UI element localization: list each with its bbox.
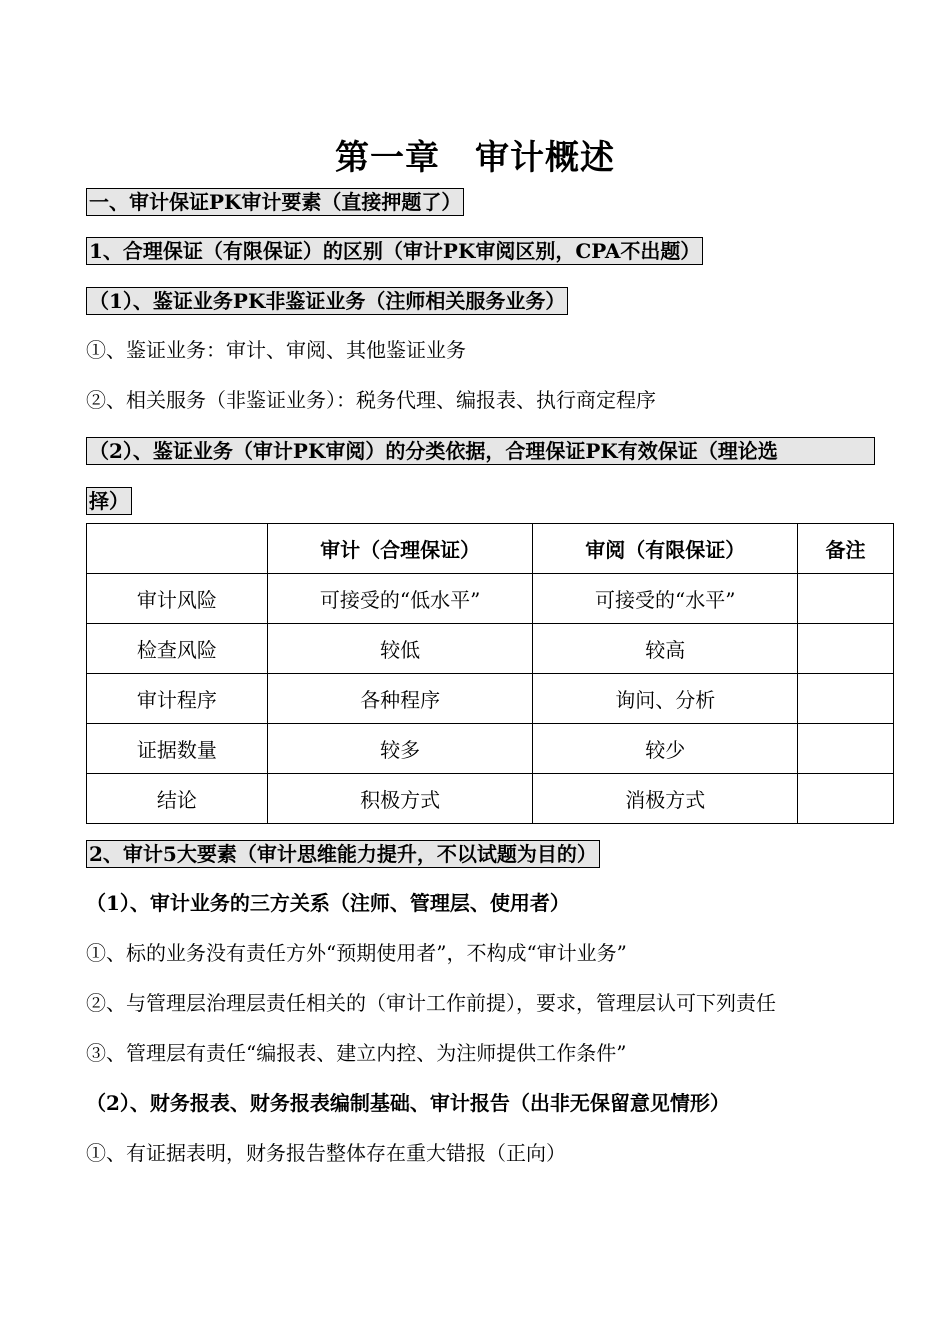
section-heading: 一、审计保证PK审计要素（直接押题了） [86, 188, 464, 216]
paragraph: ①、鉴证业务：审计、审阅、其他鉴证业务 [86, 338, 466, 362]
table-cell: 可接受的“水平” [533, 574, 798, 624]
table-row [87, 624, 894, 674]
table-row [87, 574, 894, 624]
table-cell [798, 724, 894, 774]
subsection-heading: （2）、财务报表、财务报表编制基础、审计报告（出非无保留意见情形） [86, 1091, 730, 1115]
table-cell [798, 674, 894, 724]
table-row [87, 774, 894, 824]
table-header-cell [87, 524, 268, 574]
table-cell [798, 624, 894, 674]
table-cell: 较少 [533, 724, 798, 774]
table-cell: 较低 [267, 624, 533, 674]
table-header-cell: 审计（合理保证） [267, 524, 533, 574]
table-cell: 较高 [533, 624, 798, 674]
subsection-heading: 1、合理保证（有限保证）的区别（审计PK审阅区别，CPA不出题） [86, 237, 703, 265]
table-row [87, 724, 894, 774]
table-cell: 询问、分析 [533, 674, 798, 724]
table-row [87, 674, 894, 724]
subsection-heading: （1）、审计业务的三方关系（注师、管理层、使用者） [86, 891, 570, 915]
table-cell: 证据数量 [87, 724, 268, 774]
table-cell: 各种程序 [267, 674, 533, 724]
chapter-title: 第一章 审计概述 [335, 138, 615, 178]
paragraph: ②、相关服务（非鉴证业务）：税务代理、编报表、执行商定程序 [86, 388, 656, 412]
table-cell [798, 774, 894, 824]
table-cell: 较多 [267, 724, 533, 774]
paragraph: ③、管理层有责任“编报表、建立内控、为注师提供工作条件” [86, 1041, 627, 1065]
table-cell: 结论 [87, 774, 268, 824]
table-cell: 审计程序 [87, 674, 268, 724]
subsection-heading: 2、审计5大要素（审计思维能力提升，不以试题为目的） [86, 840, 600, 868]
paragraph: ①、标的业务没有责任方外“预期使用者”，不构成“审计业务” [86, 941, 627, 965]
table-header-row [87, 524, 894, 574]
subsection-heading-continued: 择） [86, 487, 132, 515]
paragraph: ①、有证据表明，财务报告整体存在重大错报（正向） [86, 1141, 566, 1165]
table-header-cell: 备注 [798, 524, 894, 574]
comparison-table [86, 523, 894, 824]
table-header-cell: 审阅（有限保证） [533, 524, 798, 574]
table-cell [798, 574, 894, 624]
table-cell: 可接受的“低水平” [267, 574, 533, 624]
table-cell: 审计风险 [87, 574, 268, 624]
subsection-heading: （2）、鉴证业务（审计PK审阅）的分类依据，合理保证PK有效保证（理论选 [86, 437, 875, 465]
paragraph: ②、与管理层治理层责任相关的（审计工作前提），要求，管理层认可下列责任 [86, 991, 776, 1015]
table-cell: 消极方式 [533, 774, 798, 824]
subsection-heading: （1）、鉴证业务PK非鉴证业务（注师相关服务业务） [86, 287, 568, 315]
table-cell: 检查风险 [87, 624, 268, 674]
table-cell: 积极方式 [267, 774, 533, 824]
